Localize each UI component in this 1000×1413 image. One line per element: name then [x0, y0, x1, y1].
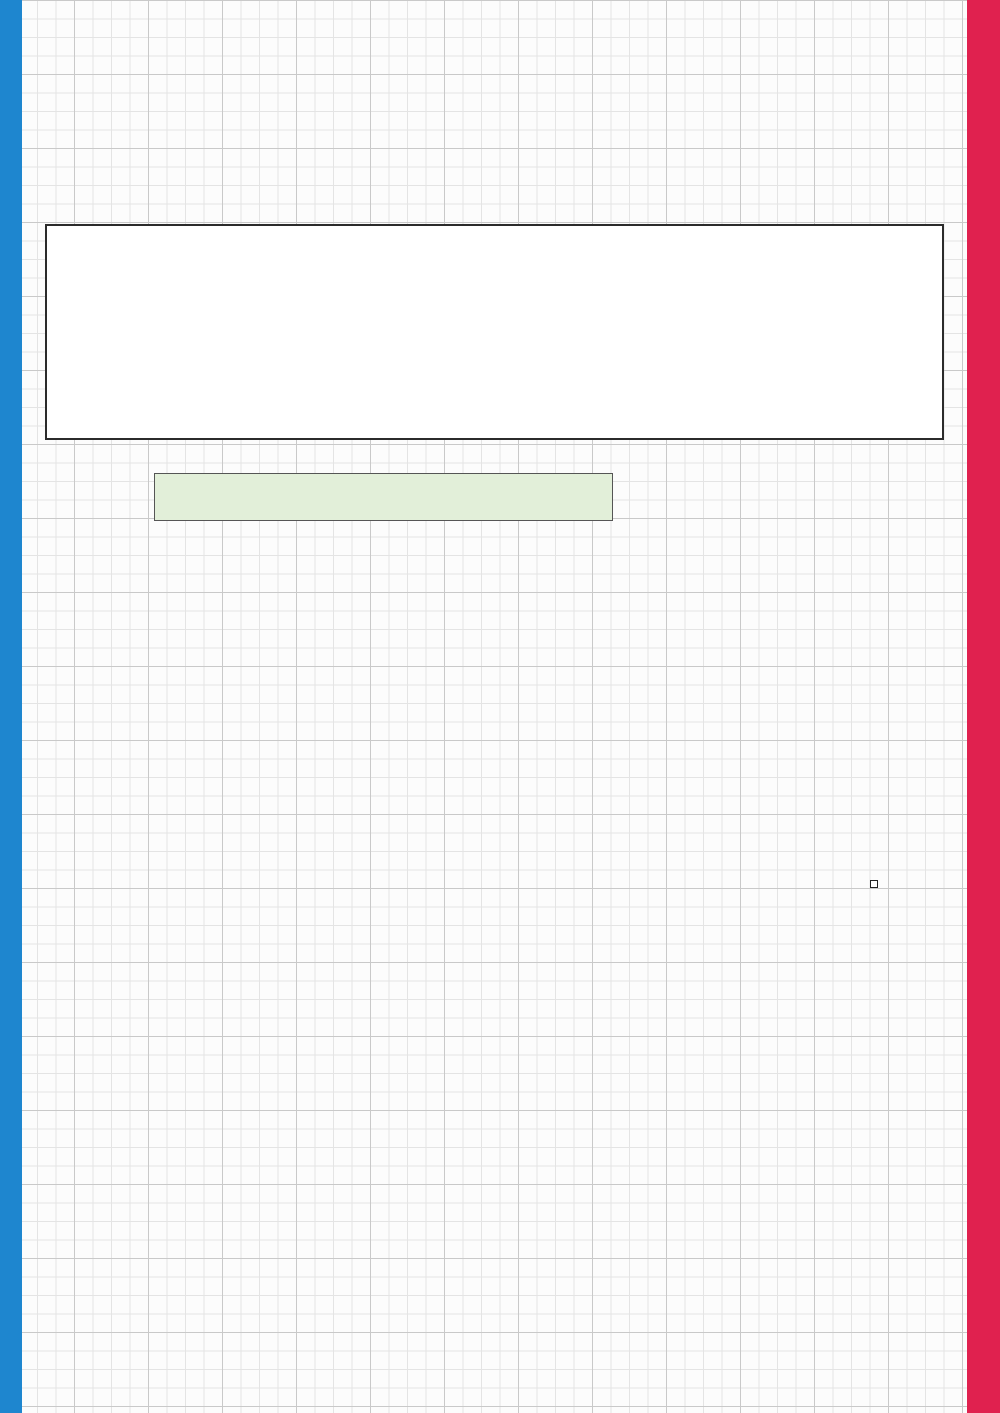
bottom-pencil-border: [0, 1268, 1000, 1413]
divisibility-rules-panel: [45, 224, 944, 440]
instruction-label: [154, 473, 613, 521]
resize-handle: [870, 880, 878, 888]
top-pencil-border: [0, 0, 1000, 160]
right-pencil-decoration: [940, 560, 1000, 860]
left-pencil-decoration: [0, 560, 60, 860]
